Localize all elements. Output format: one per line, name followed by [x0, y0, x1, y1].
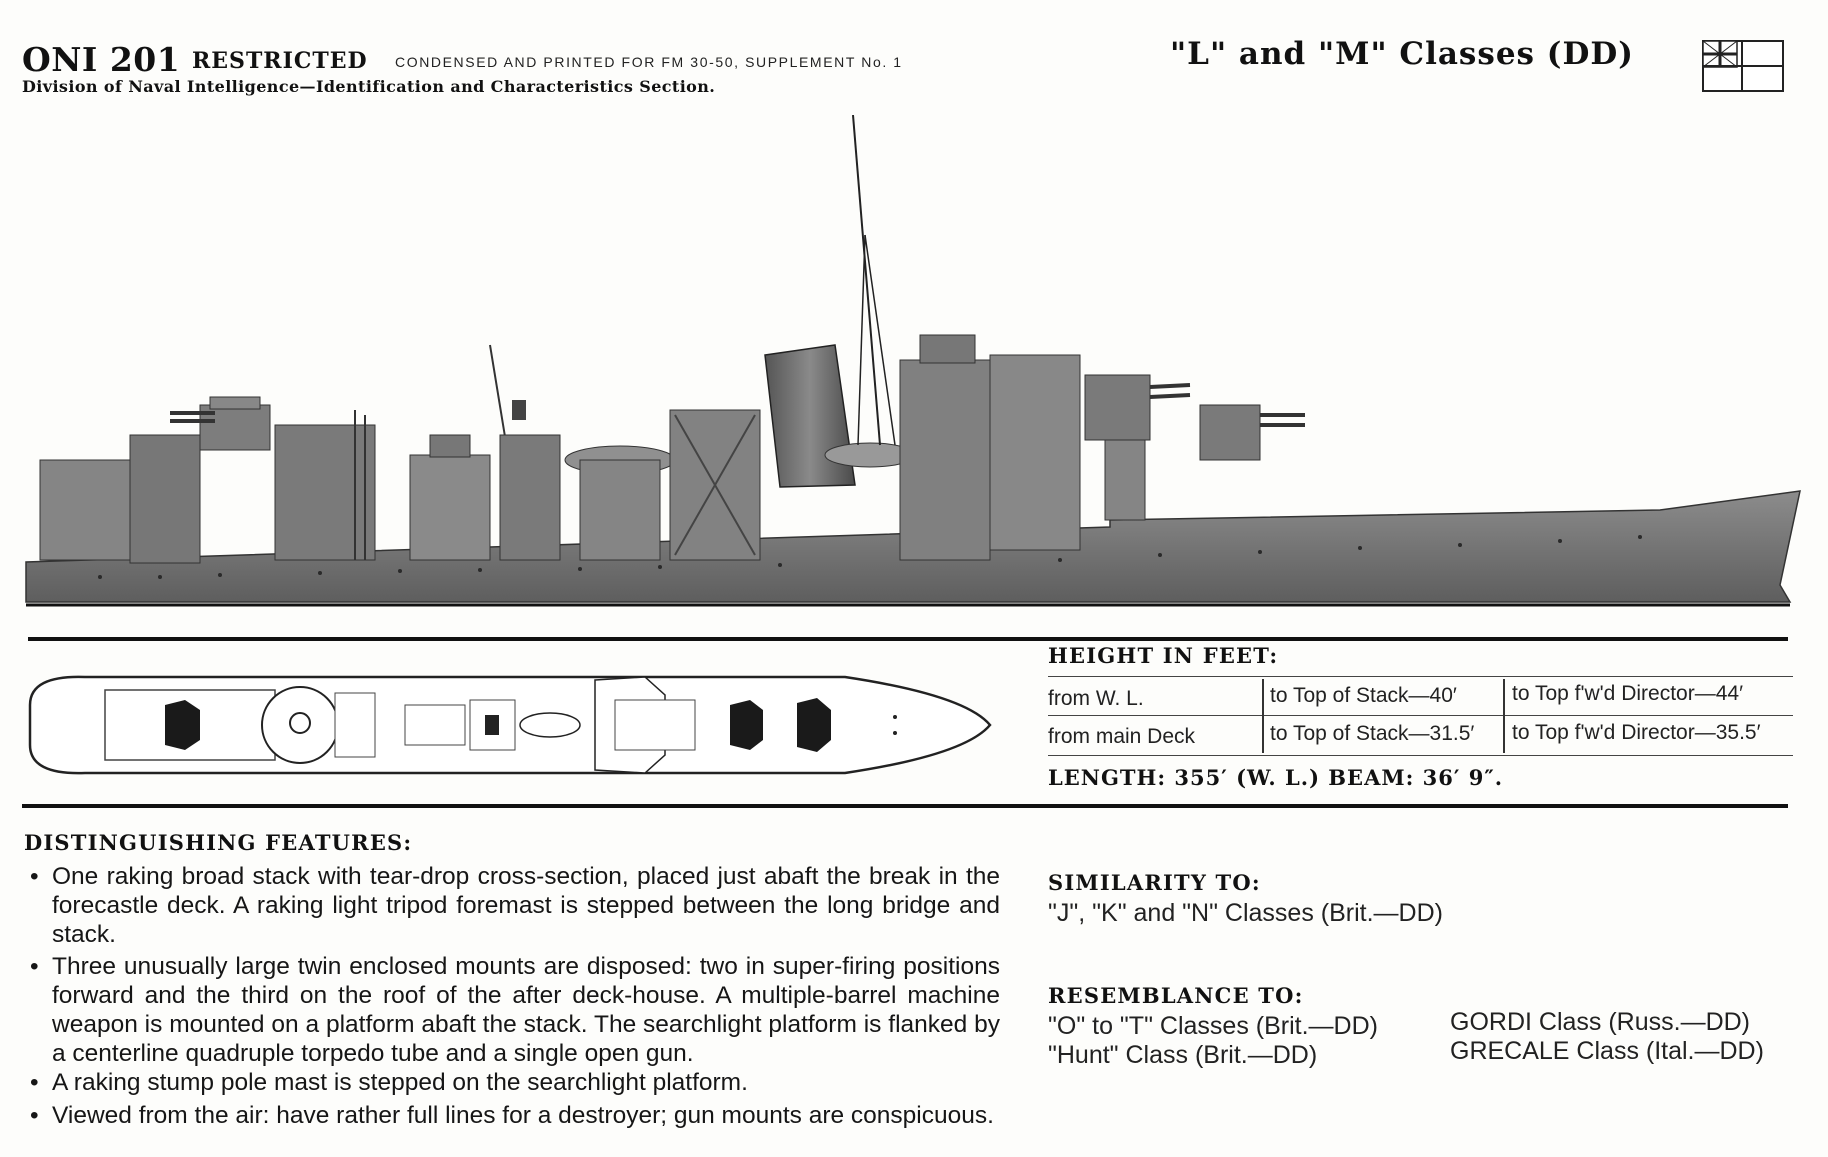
resemblance-item: "Hunt" Class (Brit.—DD) [1048, 1041, 1318, 1069]
features-heading: DISTINGUISHING FEATURES: [24, 830, 413, 855]
restricted-label: RESTRICTED [192, 48, 368, 74]
height-row-label: from main Deck [1048, 725, 1196, 748]
table-rule [1048, 715, 1793, 716]
similarity-value: "J", "K" and "N" Classes (Brit.—DD) [1048, 899, 1443, 927]
condensed-note: CONDENSED AND PRINTED FOR FM 30-50, SUPPLEMENT No. 1 [395, 54, 903, 70]
table-divider [1262, 679, 1264, 753]
bullet-icon: • [30, 863, 39, 890]
resemblance-item: "O" to "T" Classes (Brit.—DD) [1048, 1012, 1378, 1040]
section-rule-top [28, 637, 1788, 641]
height-director-value: to Top f'w'd Director—35.5′ [1512, 721, 1761, 744]
resemblance-heading: RESEMBLANCE TO: [1048, 983, 1304, 1008]
table-divider [1503, 679, 1505, 753]
bullet-icon: • [30, 953, 39, 980]
naval-ensign-icon [1702, 40, 1784, 92]
division-line: Division of Naval Intelligence—Identification and Characteristics Section. [22, 77, 716, 96]
feature-item: • A raking stump pole mast is stepped on the searchlight platform. [30, 1069, 748, 1096]
resemblance-item: GORDI Class (Russ.—DD) [1450, 1008, 1751, 1036]
height-heading: HEIGHT IN FEET: [1048, 643, 1279, 668]
resemblance-item: GRECALE Class (Ital.—DD) [1450, 1037, 1764, 1065]
ship-profile-icon [20, 115, 1810, 635]
table-rule [1048, 755, 1793, 756]
ship-plan-view-icon [25, 665, 1025, 785]
height-row-label: from W. L. [1048, 687, 1144, 710]
height-director-value: to Top f'w'd Director—44′ [1512, 682, 1743, 705]
similarity-heading: SIMILARITY TO: [1048, 870, 1261, 895]
bullet-icon: • [30, 1069, 39, 1096]
table-rule [1048, 676, 1793, 677]
bullet-icon: • [30, 1102, 39, 1129]
section-rule-middle [22, 804, 1788, 808]
feature-item: • Viewed from the air: have rather full lines for a destroyer; gun mounts are conspicuous. [30, 1102, 994, 1129]
height-stack-value: to Top of Stack—40′ [1270, 684, 1457, 707]
height-stack-value: to Top of Stack—31.5′ [1270, 722, 1475, 745]
class-title: "L" and "M" Classes (DD) [1170, 36, 1634, 72]
feature-item: • One raking broad stack with tear-drop cross-section, placed just abaft the break in the forecastle deck. A raking light tripod foremast is stepped between the long bridge and stack. [30, 863, 1000, 948]
document-number: ONI 201 [22, 40, 181, 79]
feature-item: • Three unusually large twin enclosed mounts are disposed: two in super-firing positions forward and the third on the roof of the after deck-house. A multiple-barrel machine weapon is mounted on a platform abaft the stack. The searchlight platform is flanked by a centerline quadruple torpedo tube and a single open gun. [30, 953, 1000, 1067]
length-beam: LENGTH: 355′ (W. L.) BEAM: 36′ 9″. [1048, 765, 1504, 790]
